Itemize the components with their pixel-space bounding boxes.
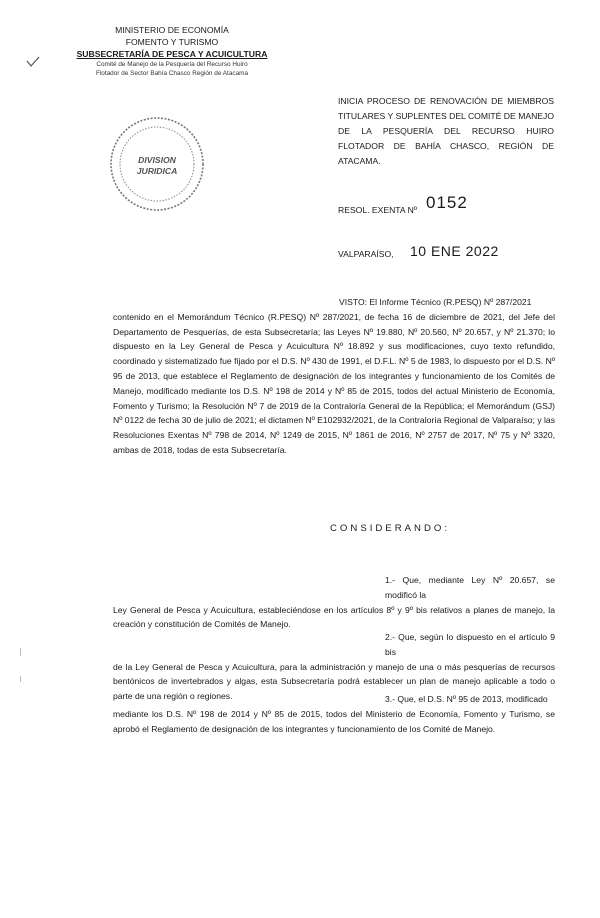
committee-sector: Flotador de Sector Bahía Chasco Región de Atacama	[95, 70, 249, 77]
stamp-line-division: DIVISION	[138, 155, 176, 165]
visto-paragraph	[113, 295, 555, 458]
margin-mark	[20, 648, 21, 656]
date-stamp: 10 ENE 2022	[410, 243, 499, 259]
considerando-item-2-body: de la Ley General de Pesca y Acuicultura, para la administración y manejo de una o más pesquerías de recursos bentónicos de invertebrados y algas, esta Subsecretaría podrá establecer un plan de manejo aplicable a todo o parte de una región o regiones.	[113, 661, 555, 702]
margin-mark	[20, 676, 21, 682]
ministry-name: MINISTERIO DE ECONOMÍA	[115, 25, 229, 35]
considerando-item-3	[113, 692, 555, 736]
place-label: VALPARAÍSO,	[338, 249, 394, 259]
considerando-heading: CONSIDERANDO:	[330, 523, 451, 534]
resolution-number: 0152	[426, 193, 468, 212]
subsecretariat-name: SUBSECRETARÍA DE PESCA Y ACUICULTURA	[76, 49, 268, 59]
committee-name: Comité de Manejo de la Pesquería del Recurso Huiro	[96, 61, 248, 68]
considerando-item-1	[113, 573, 555, 632]
considerando-item-3-lead: 3.- Que, el D.S. Nº 95 de 2013, modificado	[385, 694, 548, 704]
resolution-label: RESOL. EXENTA Nº	[338, 205, 417, 215]
considerando-item-3-body: mediante los D.S. Nº 198 de 2014 y Nº 85 de 2015, todos del Ministerio de Economía, Fomento y Turismo, se aprobó el Reglamento de designación de los integrantes y funcionamiento de los Comité de Manejo.	[113, 708, 555, 734]
visto-body: contenido en el Memorándum Técnico (R.PESQ) Nº 287/2021, de fecha 16 de diciembre de 2021, del Jefe del Departamento de Pesquerías, de esta Subsecretaría; las Leyes Nº 19.880, Nº 20.560, Nº 20.657, y Nº 21.370; lo dispuesto en la Ley General de Pesca y Acuicultura Nº 18.892 y sus modificaciones, cuyo texto refundido, coordinado y sistematizado fue fijado por el D.S. Nº 430 de 1991, el D.F.L. Nº 5 de 1983, lo dispuesto por el D.S. Nº 95 de 2013, que establece el Reglamento de designación de los integrantes y funcionamiento de los Comités de Manejo, modificado mediante los D.S. Nº 198 de 2014 y Nº 85 de 2015, todos del actual Ministerio de Economía, Fomento y Turismo; la Resolución Nº 7 de 2019 de la Contraloría General de la República; el Memorándum (GSJ) Nº 0122 de fecha 30 de julio de 2021; el dictamen Nº E102932/2021, de la Contraloría Regional de Valparaíso; y las Resoluciones Exentas Nº 798 de 2014, Nº 1249 de 2015, Nº 1861 de 2016, Nº 2757 de 2017, Nº 75 y Nº 3320, ambas de 2018, todas de esta Subsecretaría.	[113, 311, 555, 455]
considerando-item-1-body: Ley General de Pesca y Acuicultura, estableciéndose en los artículos 8º y 9º bis relativos a planes de manejo, la creación y constitución de Comités de Manejo.	[113, 604, 555, 630]
division-juridica-stamp	[108, 115, 206, 213]
considerando-item-2-lead: 2.- Que, según lo dispuesto en el artículo 9 bis	[385, 632, 555, 657]
check-mark-icon	[26, 56, 40, 68]
resolution-title: INICIA PROCESO DE RENOVACIÓN DE MIEMBROS TITULARES Y SUPLENTES DEL COMITÉ DE MANEJO DE LA PESQUERÍA DEL RECURSO HUIRO FLOTADOR DE BAHÍA CHASCO, REGIÓN DE ATACAMA.	[338, 96, 554, 166]
ministry-subtitle: FOMENTO Y TURISMO	[125, 37, 219, 47]
visto-lead: VISTO: El Informe Técnico (R.PESQ) Nº 287/2021	[339, 297, 532, 307]
letterhead	[62, 24, 282, 78]
considerando-item-1-lead: 1.- Que, mediante Ley Nº 20.657, se modificó la	[385, 575, 555, 600]
stamp-line-juridica: JURIDICA	[136, 166, 178, 176]
